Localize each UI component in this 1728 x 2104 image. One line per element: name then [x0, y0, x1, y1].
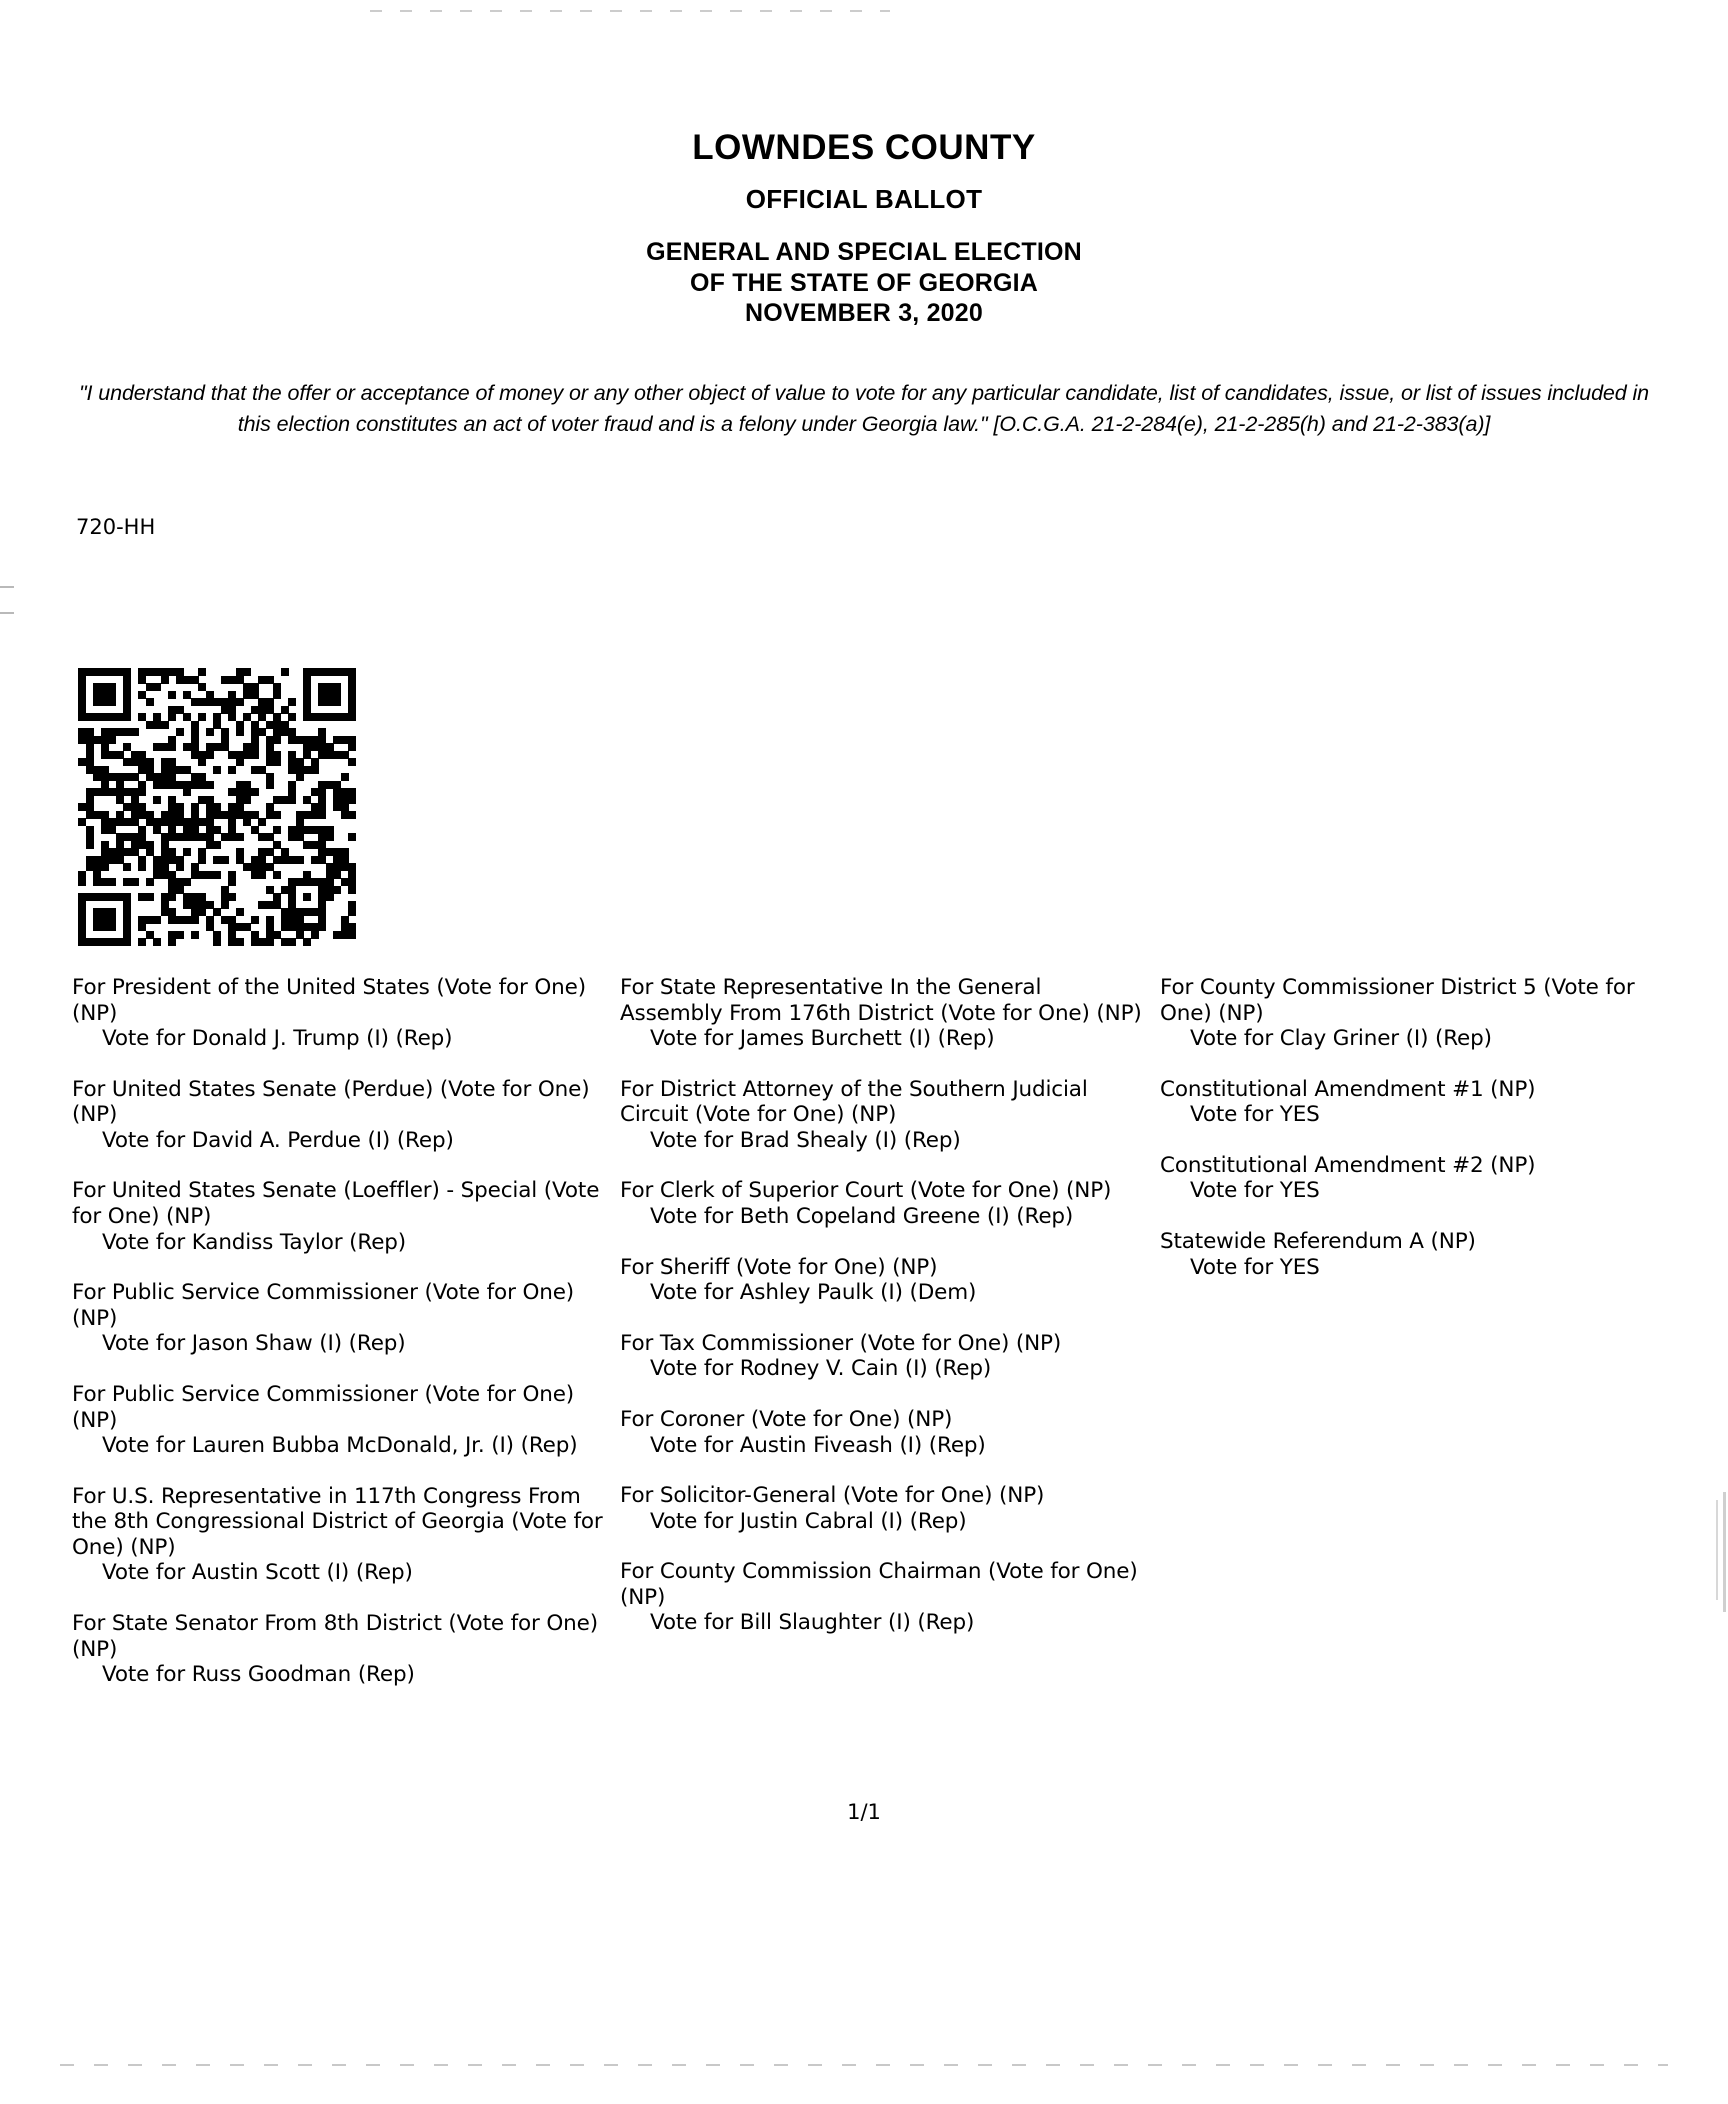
voter-fraud-oath-text: "I understand that the offer or acceptance of money or any other object of value to vote for any particular candidate, list of candidates, issue, or list of issues included in this election constitutes an act of voter fraud and is a felony under Georgia law." [O.C.G.A. 21-2-284(e), 21-2-285(h) and 21-2-383(a)]: [78, 381, 1650, 436]
contest-block: [72, 1611, 610, 1688]
contest-title: For President of the United States (Vote for One) (NP): [72, 975, 586, 1026]
election-title-line-1: GENERAL AND SPECIAL ELECTION: [646, 238, 1082, 266]
contest-block: [620, 1178, 1150, 1229]
selected-choice: Vote for Ashley Paulk (I) (Dem): [650, 1280, 977, 1306]
contest-column-3: [1160, 975, 1692, 1713]
contest-title: For County Commission Chairman (Vote for One) (NP): [620, 1559, 1138, 1610]
selected-choice: Vote for Lauren Bubba McDonald, Jr. (I) (Rep): [102, 1433, 578, 1459]
contest-column-1: [72, 975, 620, 1713]
contest-title: Statewide Referendum A (NP): [1160, 1229, 1476, 1255]
contest-block: [72, 1484, 610, 1586]
contest-block: [72, 1178, 610, 1255]
ballot-style-code: 720-HH: [76, 515, 156, 539]
contest-title: For Sheriff (Vote for One) (NP): [620, 1254, 938, 1280]
selected-choice: Vote for YES: [1190, 1254, 1320, 1280]
contest-block: [72, 1077, 610, 1154]
official-ballot-label: OFFICIAL BALLOT: [745, 184, 983, 214]
contest-title: For United States Senate (Loeffler) - Special (Vote for One) (NP): [72, 1178, 600, 1230]
selected-choice: Vote for Austin Scott (I) (Rep): [102, 1560, 413, 1586]
county-title: LOWNDES COUNTY: [692, 128, 1036, 167]
contest-block: [1160, 1153, 1682, 1204]
contest-title: Constitutional Amendment #2 (NP): [1160, 1152, 1536, 1178]
contest-title: For Solicitor-General (Vote for One) (NP): [620, 1483, 1045, 1509]
contest-block: [1160, 975, 1682, 1052]
scan-edge-mark: [0, 612, 14, 614]
selected-choice: Vote for James Burchett (I) (Rep): [650, 1026, 995, 1052]
contest-title: For Tax Commissioner (Vote for One) (NP): [620, 1330, 1062, 1356]
page-number: 1/1: [847, 1800, 881, 1824]
selected-choice: Vote for Bill Slaughter (I) (Rep): [650, 1610, 975, 1636]
ballot-qr-code: [78, 668, 356, 946]
scan-edge-dots: [370, 10, 890, 12]
contest-title: For County Commissioner District 5 (Vote for One) (NP): [1160, 975, 1635, 1026]
selected-choice: Vote for Rodney V. Cain (I) (Rep): [650, 1356, 992, 1382]
scan-edge-mark: [1723, 1492, 1726, 1612]
contest-block: [1160, 1229, 1682, 1280]
contest-block: [1160, 1077, 1682, 1128]
selected-choice: Vote for Brad Shealy (I) (Rep): [650, 1127, 961, 1153]
contest-block: [72, 975, 610, 1052]
contest-block: [620, 975, 1150, 1052]
contest-block: [620, 1331, 1150, 1382]
contest-block: [620, 1407, 1150, 1458]
contest-column-2: [620, 975, 1160, 1713]
scan-edge-mark: [0, 586, 14, 588]
contest-title: Constitutional Amendment #1 (NP): [1160, 1076, 1536, 1102]
contest-title: For Public Service Commissioner (Vote for One) (NP): [72, 1280, 575, 1331]
scan-edge-dots: [60, 2064, 1668, 2066]
contest-title: For Public Service Commissioner (Vote for One) (NP): [72, 1381, 575, 1433]
selected-choice: Vote for YES: [1190, 1102, 1320, 1128]
contest-block: [72, 1280, 610, 1357]
selected-choice: Vote for Kandiss Taylor (Rep): [102, 1229, 407, 1255]
contest-title: For U.S. Representative in 117th Congress From the 8th Congressional District of Georgia (Vote for One) (NP): [72, 1483, 603, 1560]
contest-block: [620, 1077, 1150, 1154]
contest-title: For District Attorney of the Southern Judicial Circuit (Vote for One) (NP): [620, 1076, 1088, 1128]
election-title-line-2: OF THE STATE OF GEORGIA: [689, 268, 1039, 297]
contest-block: [620, 1483, 1150, 1534]
selected-choice: Vote for YES: [1190, 1178, 1320, 1204]
contest-title: For Coroner (Vote for One) (NP): [620, 1406, 953, 1432]
selected-choice: Vote for Beth Copeland Greene (I) (Rep): [650, 1204, 1074, 1230]
contest-title: For Clerk of Superior Court (Vote for One) (NP): [620, 1178, 1112, 1204]
contest-title: For United States Senate (Perdue) (Vote for One) (NP): [72, 1076, 590, 1128]
ballot-header: [0, 128, 1728, 329]
contest-title: For State Senator From 8th District (Vote for One) (NP): [72, 1610, 598, 1662]
contest-block: [620, 1559, 1150, 1636]
qr-code-image: [78, 668, 356, 946]
selected-choice: Vote for Russ Goodman (Rep): [102, 1662, 415, 1688]
contest-title: For State Representative In the General Assembly From 176th District (Vote for One) (NP): [620, 975, 1142, 1026]
selected-choice: Vote for Jason Shaw (I) (Rep): [102, 1331, 406, 1357]
selected-choice: Vote for Donald J. Trump (I) (Rep): [102, 1026, 453, 1052]
contest-block: [72, 1382, 610, 1459]
selected-choice: Vote for Clay Griner (I) (Rep): [1190, 1026, 1492, 1052]
selected-choice: Vote for David A. Perdue (I) (Rep): [102, 1127, 454, 1153]
selected-choice: Vote for Justin Cabral (I) (Rep): [650, 1508, 967, 1534]
scan-edge-mark: [1716, 1500, 1718, 1600]
contest-block: [620, 1255, 1150, 1306]
election-date: NOVEMBER 3, 2020: [744, 299, 983, 327]
contest-columns: [72, 975, 1692, 1713]
selected-choice: Vote for Austin Fiveash (I) (Rep): [650, 1432, 986, 1458]
